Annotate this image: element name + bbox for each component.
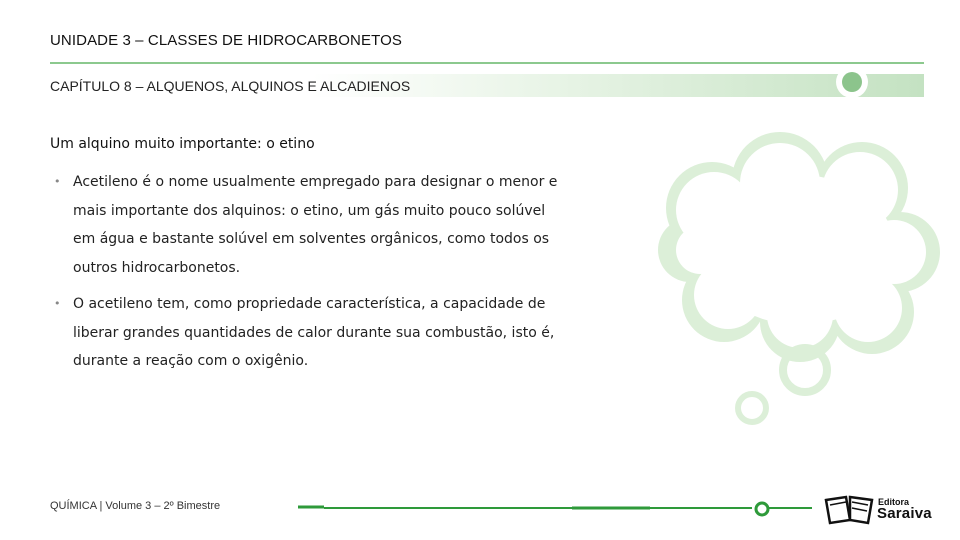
open-book-icon — [826, 497, 872, 523]
list-item-text: O acetileno tem, como propriedade característica, a capacidade de liberar grandes quantidades de calor durante sua combustão, isto é, durante a reação com o oxigênio. — [73, 296, 555, 369]
chapter-title: CAPÍTULO 8 – ALQUENOS, ALQUINOS E ALCADIENOS — [50, 78, 411, 94]
list-item — [50, 290, 570, 376]
header-circle-icon-fill — [842, 72, 862, 92]
footer-circle-icon — [756, 503, 768, 515]
bullet-list — [50, 168, 570, 384]
bullet-marker: • — [54, 175, 61, 188]
thought-bubble-small-icon — [738, 394, 766, 422]
bullet-marker: • — [54, 297, 61, 310]
logo-editora: Editora — [878, 497, 910, 507]
logo-saraiva: Saraiva — [877, 505, 932, 522]
unit-title: UNIDADE 3 – CLASSES DE HIDROCARBONETOS — [50, 32, 402, 49]
footer-label: QUÍMICA | Volume 3 – 2º Bimestre — [50, 500, 221, 512]
section-heading: Um alquino muito importante: o etino — [50, 136, 315, 152]
list-item — [50, 168, 570, 282]
list-item-text: Acetileno é o nome usualmente empregado para designar o menor e mais importante dos alquinos: o etino, um gás muito pouco solúvel em água e bastante solúvel em solventes orgânicos, como todos os outros hidrocarbonetos. — [73, 174, 558, 276]
